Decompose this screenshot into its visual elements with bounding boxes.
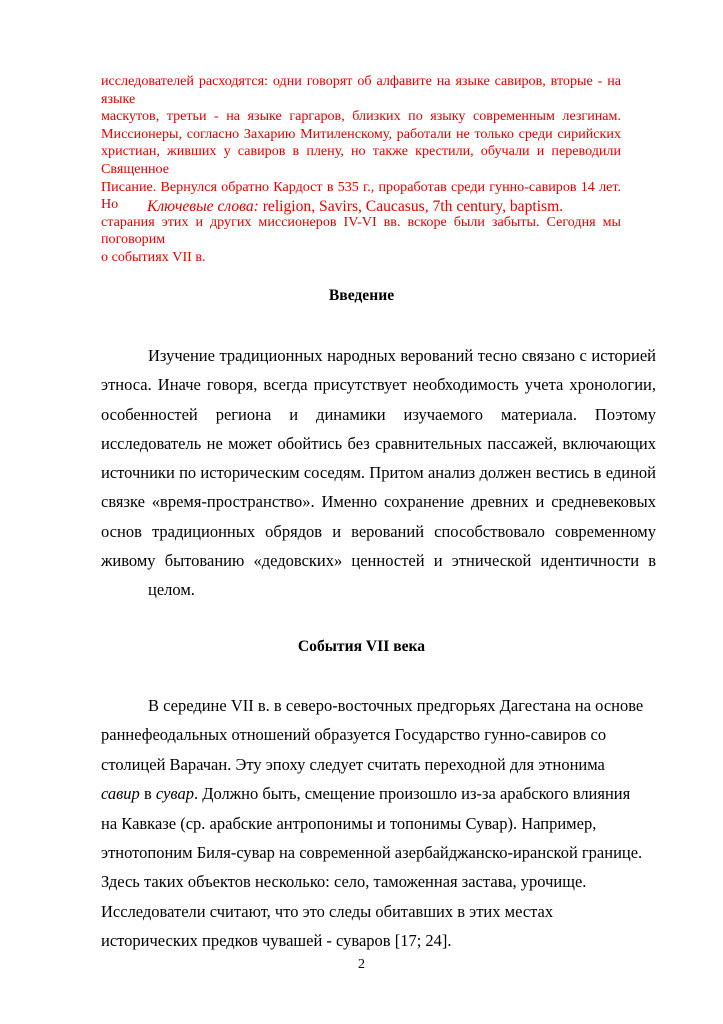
paragraph-line: на Кавказе (ср. арабские антропонимы и топонимы Сувар). Например, xyxy=(101,813,597,833)
term-suvar: сувар xyxy=(155,784,194,804)
paragraph-line: этноса. Иначе говоря, всегда присутствует необходимость учета хронологии, xyxy=(101,375,656,395)
keywords-label: Ключевые слова: xyxy=(147,198,259,215)
paragraph-line: раннефеодальных отношений образуется Государство гунно-савиров со xyxy=(101,725,607,745)
paragraph-line: основ традиционных обрядов и верований способствовало современному xyxy=(101,521,656,541)
events-paragraph xyxy=(101,691,656,956)
paragraph-line: В середине VII в. в северо-восточных предгорьях Дагестана на основе xyxy=(148,696,644,715)
paragraph-line: связке «время-пространство». Именно сохранение древних и средневековых xyxy=(101,492,656,512)
paragraph-line: исследователь не может обойтись без сравнительных пассажей, включающих xyxy=(101,433,656,453)
abstract-line: христиан, живших у савиров в плену, но также крестили, обучали и переводили Священное xyxy=(101,143,621,177)
paragraph-line: этнотопоним Биля-сувар на современной азербайджанско-иранской границе. xyxy=(101,842,643,862)
paragraph-line: столицей Варачан. Эту эпоху следует считать переходной для этнонима xyxy=(101,754,605,774)
abstract-line: Миссионеры, согласно Захарию Митиленскому, работали не только среди сирийских xyxy=(101,125,621,142)
paragraph-line: савир в сувар. Должно быть, смещение произошло из-за арабского влияния xyxy=(101,784,631,804)
paragraph-line: живому бытованию «дедовских» ценностей и этнической идентичности в xyxy=(101,551,656,571)
section-heading-events: События VII века xyxy=(297,638,426,655)
paragraph-line: Здесь таких объектов несколько: село, таможенная застава, урочище. xyxy=(101,872,587,892)
abstract-line: Писание. Вернулся обратно Кардост в 535 г., проработав среди гунно-савиров 14 лет. Но xyxy=(101,178,621,213)
page-number: 2 xyxy=(358,957,365,972)
abstract-paragraph xyxy=(101,73,621,267)
section-heading-introduction: Введение xyxy=(328,287,395,304)
introduction-paragraph xyxy=(101,341,656,605)
paragraph-line: Исследователи считают, что это следы обитавших в этих местах xyxy=(101,901,554,921)
paragraph-line: Изучение традиционных народных верований тесно связано с историей xyxy=(148,346,656,365)
abstract-line: о событиях VII в. xyxy=(101,248,206,265)
keywords-text: religion, Savirs, Caucasus, 7th century, baptism. xyxy=(258,198,564,215)
term-savir: савир xyxy=(101,784,140,804)
abstract-line: исследователей расходятся: одни говорят об алфавите на языке савиров, вторые - на языке xyxy=(101,73,621,107)
abstract-line: маскутов, третьи - на языке гаргаров, близких по языку современным лезгинам. xyxy=(101,108,621,125)
paragraph-line: целом. xyxy=(148,580,195,600)
paragraph-line: исторических предков чувашей - суваров [17; 24]. xyxy=(101,931,452,951)
paragraph-line: источники по историческим соседям. Притом анализ должен вестись в единой xyxy=(101,463,656,483)
keywords-line xyxy=(147,197,667,217)
abstract-line: старания этих и других миссионеров IV-VI вв. вскоре были забыты. Сегодня мы поговорим xyxy=(101,213,621,248)
paragraph-line: особенностей региона и динамики изучаемого материала. Поэтому xyxy=(101,404,656,424)
